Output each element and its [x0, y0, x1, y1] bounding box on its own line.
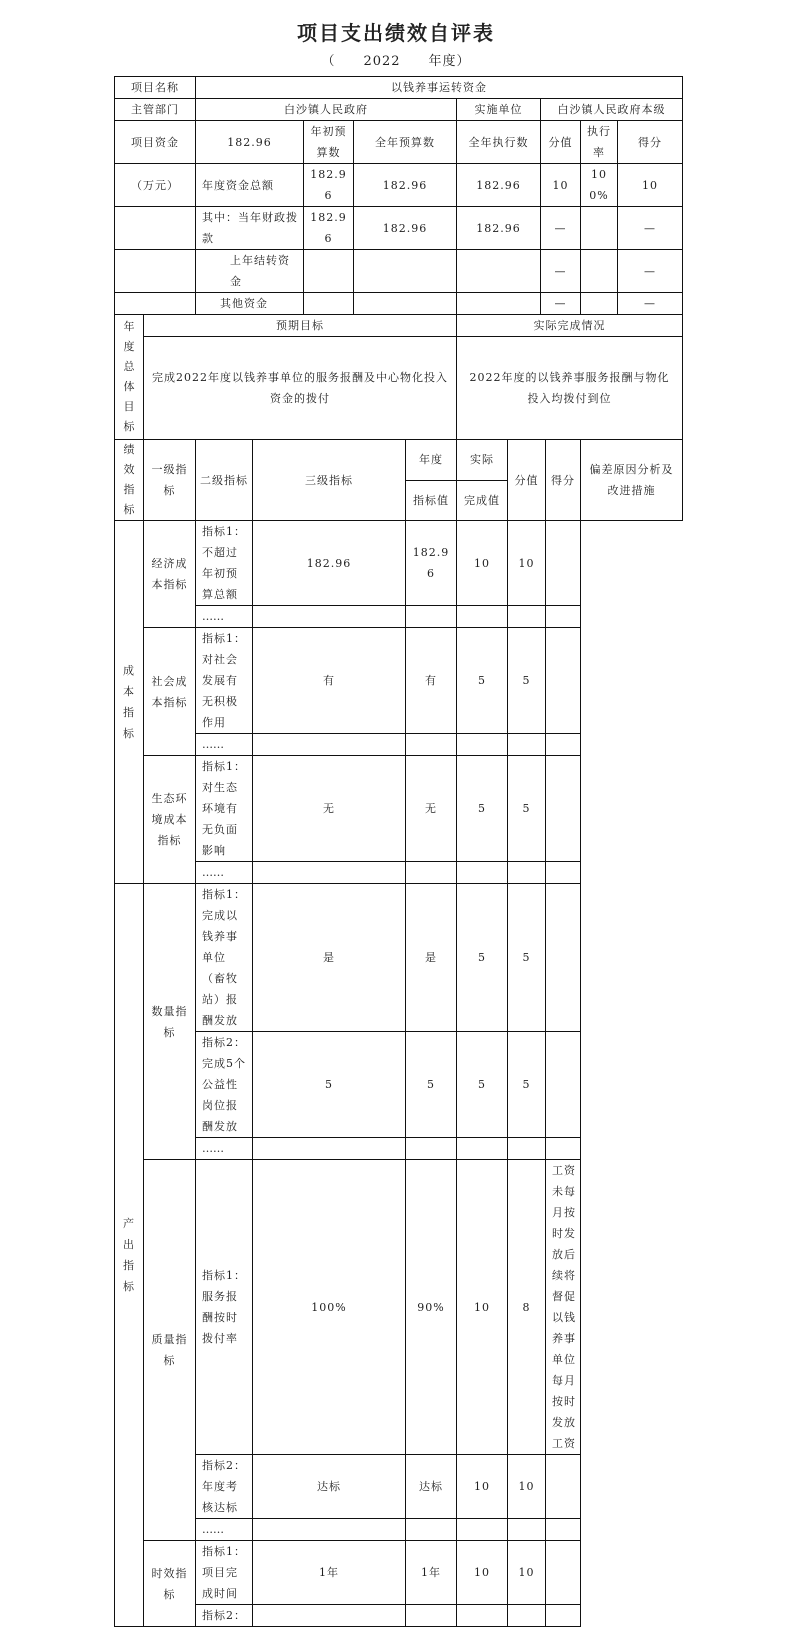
fund-initial: 182.96 — [304, 164, 354, 207]
score: 5 — [508, 628, 546, 734]
funds-label: 项目资金 — [115, 121, 196, 164]
score — [508, 1138, 546, 1160]
deviation-note — [546, 756, 581, 862]
score: 10 — [508, 521, 546, 606]
header-score: 得分 — [546, 440, 581, 521]
level3-indicator: 指标1：不超过年初预算总额 — [196, 521, 253, 606]
table-row — [115, 628, 683, 734]
fund-score: — — [618, 250, 683, 293]
table-row — [115, 1160, 683, 1455]
fund-score: — — [618, 293, 683, 315]
table-row — [115, 1519, 683, 1541]
deviation-note — [546, 1605, 581, 1627]
deviation-note — [546, 1519, 581, 1541]
fund-exec: 182.96 — [457, 207, 541, 250]
target-value — [253, 606, 406, 628]
header-score: 得分 — [618, 121, 683, 164]
level2-indicator: 社会成本指标 — [144, 628, 196, 756]
target-value — [253, 1519, 406, 1541]
score: 8 — [508, 1160, 546, 1455]
actual-result: 2022年度的以钱养事服务报酬与物化投入均拨付到位 — [457, 337, 683, 440]
actual-value — [406, 606, 457, 628]
empty-cell — [115, 250, 196, 293]
table-row — [115, 606, 683, 628]
target-value — [253, 734, 406, 756]
level2-indicator: 时效指标 — [144, 1541, 196, 1627]
header-initial: 年初预算数 — [304, 121, 354, 164]
fund-rate — [581, 250, 618, 293]
deviation-note — [546, 628, 581, 734]
score-value: 5 — [457, 1032, 508, 1138]
empty-cell — [115, 207, 196, 250]
level1-indicator: 成本指标 — [115, 521, 144, 884]
level3-indicator: …… — [196, 734, 253, 756]
target-value — [253, 862, 406, 884]
form-tables — [114, 76, 682, 1627]
performance-side-label: 绩效指标 — [123, 443, 136, 516]
level2-indicator: 经济成本指标 — [144, 521, 196, 628]
fund-row-name: 其中：当年财政拨款 — [196, 207, 304, 250]
level3-indicator: 指标1：服务报酬按时拨付率 — [196, 1160, 253, 1455]
fund-initial: 182.96 — [304, 207, 354, 250]
project-name: 以钱养事运转资金 — [196, 77, 683, 99]
fund-exec — [457, 250, 541, 293]
level3-indicator: 指标2： — [196, 1605, 253, 1627]
actual-value — [406, 1605, 457, 1627]
fund-score: — — [618, 207, 683, 250]
level3-indicator: 指标2：完成5个公益性岗位报酬发放 — [196, 1032, 253, 1138]
funds-unit: （万元） — [115, 164, 196, 207]
fund-initial — [304, 293, 354, 315]
level3-indicator: …… — [196, 1138, 253, 1160]
header-level3: 三级指标 — [253, 440, 406, 521]
actual-value: 90% — [406, 1160, 457, 1455]
target-value: 182.96 — [253, 521, 406, 606]
table-row — [115, 1032, 683, 1138]
fund-value: — — [541, 293, 581, 315]
score-value — [457, 1138, 508, 1160]
score-value: 10 — [457, 521, 508, 606]
header-value: 分值 — [508, 440, 546, 521]
header-level1: 一级指标 — [144, 440, 196, 521]
expected-goal: 完成2022年度以钱养事单位的服务报酬及中心物化投入资金的拨付 — [144, 337, 457, 440]
target-value: 5 — [253, 1032, 406, 1138]
score — [508, 1605, 546, 1627]
table-row — [115, 521, 683, 606]
actual-value: 182.96 — [406, 521, 457, 606]
score: 5 — [508, 884, 546, 1032]
target-value: 1年 — [253, 1541, 406, 1605]
subtitle-year: 2022 — [363, 54, 401, 69]
table-row — [115, 1455, 683, 1519]
header-actual-bottom: 完成值 — [457, 480, 508, 521]
deviation-note — [546, 734, 581, 756]
score: 5 — [508, 756, 546, 862]
actual-header: 实际完成情况 — [457, 315, 683, 337]
fund-row-name: 上年结转资金 — [196, 250, 304, 293]
fund-value: — — [541, 207, 581, 250]
header-exec: 全年执行数 — [457, 121, 541, 164]
deviation-note — [546, 1541, 581, 1605]
level3-indicator: 指标1：对生态环境有无负面影响 — [196, 756, 253, 862]
deviation-note — [546, 1455, 581, 1519]
actual-value: 是 — [406, 884, 457, 1032]
table-row — [115, 734, 683, 756]
header-rate: 执行率 — [581, 121, 618, 164]
score — [508, 1519, 546, 1541]
table-row — [115, 1138, 683, 1160]
fund-score: 10 — [618, 164, 683, 207]
fund-row-name: 年度资金总额 — [196, 164, 304, 207]
target-value: 无 — [253, 756, 406, 862]
fund-exec: 182.96 — [457, 164, 541, 207]
deviation-note: 工资未每月按时发放后续将督促以钱养事单位每月按时发放工资 — [546, 1160, 581, 1455]
header-target-top: 年度 — [406, 440, 457, 481]
score — [508, 734, 546, 756]
deviation-note — [546, 862, 581, 884]
fund-budget: 182.96 — [354, 164, 457, 207]
score-value — [457, 606, 508, 628]
score-value: 10 — [457, 1455, 508, 1519]
level3-indicator: 指标1：对社会发展有无积极作用 — [196, 628, 253, 734]
level2-indicator: 生态环境成本指标 — [144, 756, 196, 884]
target-value: 是 — [253, 884, 406, 1032]
subtitle — [0, 53, 792, 71]
fund-value: — — [541, 250, 581, 293]
level2-indicator: 质量指标 — [144, 1160, 196, 1541]
actual-value — [406, 1519, 457, 1541]
actual-value: 达标 — [406, 1455, 457, 1519]
performance-table — [114, 439, 683, 1627]
header-level2: 二级指标 — [196, 440, 253, 521]
level3-indicator: …… — [196, 1519, 253, 1541]
funds-total: 182.96 — [196, 121, 304, 164]
deviation-note — [546, 1032, 581, 1138]
level3-indicator: 指标1：完成以钱养事单位（畜牧站）报酬发放 — [196, 884, 253, 1032]
header-budget: 全年预算数 — [354, 121, 457, 164]
score-value: 5 — [457, 628, 508, 734]
score-value — [457, 734, 508, 756]
page-title: 项目支出绩效自评表 — [297, 21, 495, 45]
subtitle-label: 年度） — [428, 54, 471, 69]
score-value — [457, 1519, 508, 1541]
score: 10 — [508, 1455, 546, 1519]
score-value: 5 — [457, 756, 508, 862]
deviation-note — [546, 606, 581, 628]
fund-budget — [354, 250, 457, 293]
actual-value — [406, 1138, 457, 1160]
table-row — [115, 1605, 683, 1627]
actual-value: 5 — [406, 1032, 457, 1138]
score-value — [457, 862, 508, 884]
fund-budget — [354, 293, 457, 315]
score-value: 10 — [457, 1541, 508, 1605]
fund-budget: 182.96 — [354, 207, 457, 250]
goals-table — [114, 314, 683, 440]
funds-table — [114, 76, 683, 315]
score: 5 — [508, 1032, 546, 1138]
dept: 白沙镇人民政府 — [196, 99, 457, 121]
target-value — [253, 1138, 406, 1160]
actual-value: 1年 — [406, 1541, 457, 1605]
impl: 白沙镇人民政府本级 — [541, 99, 683, 121]
fund-exec — [457, 293, 541, 315]
score — [508, 862, 546, 884]
fund-rate — [581, 207, 618, 250]
header-value: 分值 — [541, 121, 581, 164]
score-value — [457, 1605, 508, 1627]
fund-initial — [304, 250, 354, 293]
expected-header: 预期目标 — [144, 315, 457, 337]
fund-row-name: 其他资金 — [196, 293, 304, 315]
dept-label: 主管部门 — [115, 99, 196, 121]
level3-indicator: …… — [196, 606, 253, 628]
target-value: 有 — [253, 628, 406, 734]
actual-value: 有 — [406, 628, 457, 734]
score-value: 10 — [457, 1160, 508, 1455]
level3-indicator: …… — [196, 862, 253, 884]
table-row — [115, 862, 683, 884]
deviation-note — [546, 1138, 581, 1160]
empty-cell — [115, 293, 196, 315]
goals-side-label: 年度总体目标 — [123, 320, 136, 433]
score — [508, 606, 546, 628]
table-row — [115, 1541, 683, 1605]
table-row — [115, 756, 683, 862]
target-value: 100% — [253, 1160, 406, 1455]
level1-indicator: 产出指标 — [115, 884, 144, 1627]
level3-indicator: 指标1：项目完成时间 — [196, 1541, 253, 1605]
actual-value — [406, 862, 457, 884]
actual-value — [406, 734, 457, 756]
deviation-note — [546, 521, 581, 606]
actual-value: 无 — [406, 756, 457, 862]
header-target-bottom: 指标值 — [406, 480, 457, 521]
score-value: 5 — [457, 884, 508, 1032]
project-name-label: 项目名称 — [115, 77, 196, 99]
target-value — [253, 1605, 406, 1627]
level3-indicator: 指标2：年度考核达标 — [196, 1455, 253, 1519]
fund-rate — [581, 293, 618, 315]
fund-rate: 100% — [581, 164, 618, 207]
subtitle-open: （ — [321, 54, 336, 69]
level2-indicator: 数量指标 — [144, 884, 196, 1160]
header-note: 偏差原因分析及改进措施 — [581, 440, 683, 521]
fund-value: 10 — [541, 164, 581, 207]
header-actual-top: 实际 — [457, 440, 508, 481]
target-value: 达标 — [253, 1455, 406, 1519]
impl-label: 实施单位 — [457, 99, 541, 121]
score: 10 — [508, 1541, 546, 1605]
